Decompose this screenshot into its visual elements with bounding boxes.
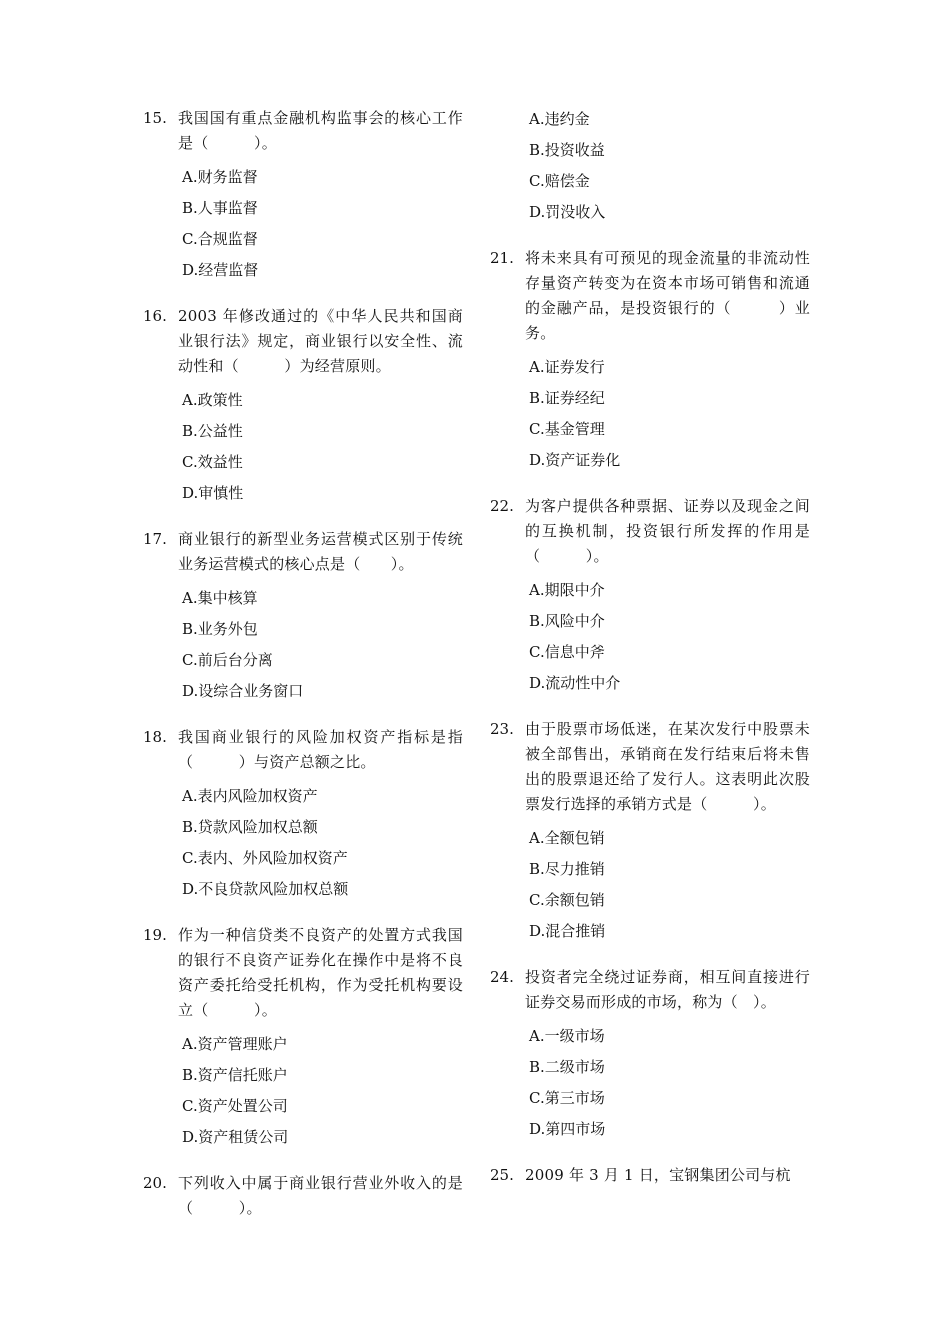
question-spacer [490, 476, 810, 494]
answer-option: D.经营监督 [182, 261, 259, 279]
answer-option: D.资产证券化 [529, 451, 621, 469]
answer-option: C.资产处置公司 [182, 1097, 288, 1115]
question-number: 25. [490, 1166, 514, 1184]
option-list [529, 104, 810, 228]
question-stem: 2003 年修改通过的《中华人民共和国商业银行法》规定，商业银行以安全性、流动性和（ ）为经营原则。 [178, 307, 463, 375]
question-number: 23. [490, 720, 514, 738]
question-stem: 作为一种信贷类不良资产的处置方式我国的银行不良资产证券化在操作中是将不良资产委托给受托机构，作为受托机构要设立（ ）。 [178, 926, 463, 1019]
answer-option: D.罚没收入 [529, 203, 606, 221]
answer-option: B.证券经纪 [529, 389, 605, 407]
answer-option: B.投资收益 [529, 141, 605, 159]
question-stem: 商业银行的新型业务运营模式区别于传统业务运营模式的核心点是（ ）。 [178, 530, 463, 573]
answer-option: C.效益性 [182, 453, 243, 471]
question-spacer [143, 905, 463, 923]
question-stem: 我国国有重点金融机构监事会的核心工作是（ ）。 [178, 109, 463, 152]
answer-option: A.政策性 [182, 391, 243, 409]
question-stem: 由于股票市场低迷，在某次发行中股票未被全部售出，承销商在发行结束后将未售出的股票退还给了发行人。这表明此次股票发行选择的承销方式是（ ）。 [525, 720, 810, 813]
answer-option: A.全额包销 [529, 829, 605, 847]
question-block [490, 246, 810, 476]
option-list [182, 1029, 463, 1153]
answer-option: A.财务监督 [182, 168, 258, 186]
answer-option: A.证券发行 [529, 358, 605, 376]
option-list [182, 583, 463, 707]
left-column [143, 106, 463, 1221]
question-number: 19. [143, 926, 167, 944]
question-number: 22. [490, 497, 514, 515]
answer-option: B.公益性 [182, 422, 243, 440]
question-stem: 投资者完全绕过证券商，相互间直接进行证券交易而形成的市场，称为（ ）。 [525, 968, 810, 1011]
answer-option: A.资产管理账户 [182, 1035, 288, 1053]
right-column [490, 106, 810, 1188]
question-block [143, 304, 463, 509]
question-block [490, 494, 810, 699]
option-list [182, 385, 463, 509]
answer-option: A.一级市场 [529, 1027, 605, 1045]
question-block [490, 717, 810, 947]
answer-option: C.第三市场 [529, 1089, 605, 1107]
question-number: 21. [490, 249, 514, 267]
answer-option: B.人事监督 [182, 199, 258, 217]
question-block [143, 106, 463, 286]
answer-option: B.业务外包 [182, 620, 258, 638]
question-spacer [143, 707, 463, 725]
answer-option: A.违约金 [529, 110, 590, 128]
question-stem: 2009 年 3 月 1 日，宝钢集团公司与杭 [525, 1166, 791, 1184]
question-number: 20. [143, 1174, 167, 1192]
answer-option: B.贷款风险加权总额 [182, 818, 318, 836]
question-block [490, 965, 810, 1145]
answer-option: D.资产租赁公司 [182, 1128, 289, 1146]
question-spacer [490, 699, 810, 717]
answer-option: B.尽力推销 [529, 860, 605, 878]
question-spacer [143, 1153, 463, 1171]
question-block [143, 725, 463, 905]
question-number: 24. [490, 968, 514, 986]
question-spacer [490, 1145, 810, 1163]
answer-option: D.混合推销 [529, 922, 606, 940]
answer-option: C.合规监督 [182, 230, 258, 248]
question-spacer [490, 947, 810, 965]
question-stem: 将未来具有可预见的现金流量的非流动性存量资产转变为在资本市场可销售和流通的金融产品，是投资银行的（ ）业务。 [525, 249, 810, 342]
question-spacer [143, 509, 463, 527]
answer-option: C.赔偿金 [529, 172, 590, 190]
answer-option: B.资产信托账户 [182, 1066, 288, 1084]
option-list [529, 1021, 810, 1145]
answer-option: A.集中核算 [182, 589, 258, 607]
option-list [529, 575, 810, 699]
answer-option: A.期限中介 [529, 581, 605, 599]
question-stem: 为客户提供各种票据、证券以及现金之间的互换机制，投资银行所发挥的作用是 （ ）。 [525, 497, 810, 565]
answer-option: C.表内、外风险加权资产 [182, 849, 348, 867]
answer-option: C.前后台分离 [182, 651, 273, 669]
option-list [529, 823, 810, 947]
question-stem: 下列收入中属于商业银行营业外收入的是（ ）。 [178, 1174, 463, 1217]
option-list [529, 352, 810, 476]
question-number: 17. [143, 530, 167, 548]
question-number: 16. [143, 307, 167, 325]
question-spacer [490, 228, 810, 246]
answer-option: A.表内风险加权资产 [182, 787, 318, 805]
question-block [143, 527, 463, 707]
answer-option: C.信息中斧 [529, 643, 605, 661]
question-number: 18. [143, 728, 167, 746]
answer-option: C.余额包销 [529, 891, 605, 909]
option-list [182, 781, 463, 905]
question-stem: 我国商业银行的风险加权资产指标是指（ ）与资产总额之比。 [178, 728, 463, 771]
question-block [143, 923, 463, 1153]
answer-option: C.基金管理 [529, 420, 605, 438]
question-spacer [143, 286, 463, 304]
answer-option: D.第四市场 [529, 1120, 606, 1138]
answer-option: D.设综合业务窗口 [182, 682, 304, 700]
question-block [490, 104, 810, 228]
option-list [182, 162, 463, 286]
answer-option: D.审慎性 [182, 484, 244, 502]
answer-option: D.不良贷款风险加权总额 [182, 880, 349, 898]
answer-option: B.二级市场 [529, 1058, 605, 1076]
answer-option: D.流动性中介 [529, 674, 621, 692]
question-block [490, 1163, 810, 1188]
answer-option: B.风险中介 [529, 612, 605, 630]
question-number: 15. [143, 109, 167, 127]
question-block [143, 1171, 463, 1221]
